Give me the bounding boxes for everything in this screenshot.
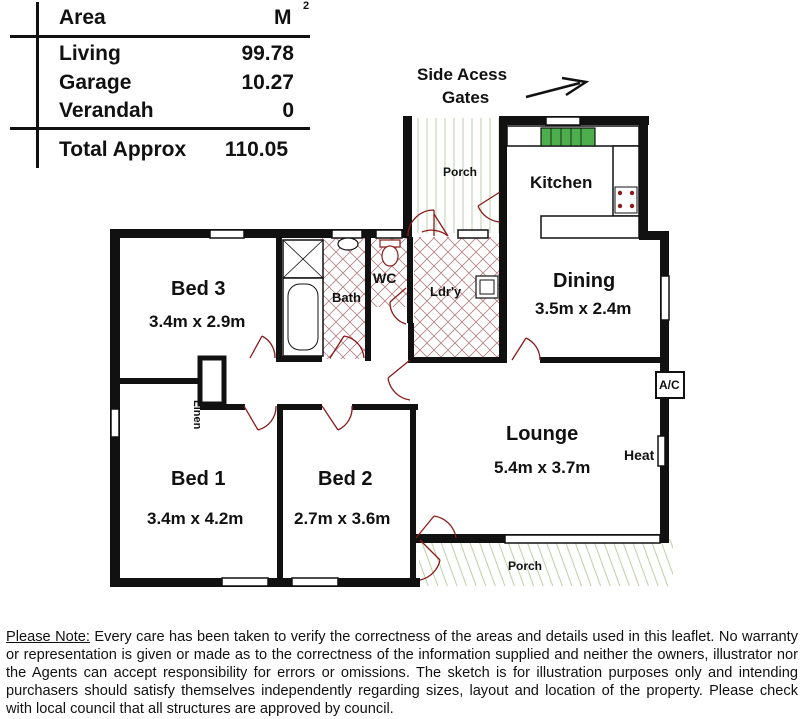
window-bed1-left [111,409,119,437]
ac-label: A/C [659,378,680,392]
window-dining [661,276,669,320]
area-row-living-value: 99.78 [241,42,294,65]
laundry-label: Ldr'y [430,284,462,299]
bath-label: Bath [332,290,361,305]
area-row-living-label: Living [59,42,121,65]
heater-box [658,436,665,466]
lounge-label: Lounge [506,423,579,445]
lounge-dims: 5.4m x 3.7m [494,458,591,477]
bed1-label: Bed 1 [171,468,226,490]
linen-label: Linen [191,400,203,430]
dining-dims: 3.5m x 2.4m [535,299,632,318]
bed3-dims: 3.4m x 2.9m [149,312,246,331]
side-access-label-line2: Gates [442,88,490,107]
area-total-value: 110.05 [224,138,288,161]
window-bed1-bottom [222,578,268,586]
window-bed3 [210,230,244,238]
cooktop-icon [615,187,637,213]
area-total-label: Total Approx [59,138,187,161]
area-header-unit: M [274,6,292,29]
area-row-garage-label: Garage [59,71,132,94]
toilet-icon [380,240,400,266]
porch-bottom-floor [419,539,673,586]
window-bed2-bottom [292,578,338,586]
kitchen-label: Kitchen [530,173,593,192]
bed2-dims: 2.7m x 3.6m [294,509,391,528]
window-lounge-bottom [505,535,660,543]
bed2-label: Bed 2 [318,468,373,490]
basin-icon [338,238,358,250]
disclaimer-lead: Please Note: [6,629,90,645]
area-row-verandah-value: 0 [282,99,294,122]
window-wc [376,230,402,238]
door-bed3 [250,336,275,358]
window-bath [332,230,362,238]
side-access-arrow-icon [526,78,586,97]
door-hall-laundry [388,360,410,400]
disclaimer-text: Every care has been taken to verify the correctness of the areas and details used in this leaflet. No warranty or representation is given or made as to the correctness of the information supplied and neither the owners, illustrator nor the Agents can accept responsibility for errors or omissions. The sketch is for illustration purposes only and intending purchasers should satisfy themselves independently regarding sizes, layout and location of the property. Please check with local council that all structures are approved by council. [6,629,799,717]
bed1-dims: 3.4m x 4.2m [147,509,244,528]
door-dining [512,338,540,360]
window-laundry [458,230,488,238]
disclaimer [6,628,798,718]
porch-top-label: Porch [443,165,478,179]
window-kitchen [546,117,580,125]
door-bed1 [244,406,276,430]
dining-label: Dining [553,270,616,292]
side-access-label-line1: Side Acess [417,65,508,84]
bed3-label: Bed 3 [171,278,226,300]
kitchen-sink-icon [541,128,595,146]
area-header-unit-sup: 2 [303,0,310,12]
area-row-garage-value: 10.27 [241,71,294,94]
kitchen-island-bench [541,216,639,238]
heat-label: Heat [624,447,655,463]
door-bed2 [322,406,352,430]
porch-bottom-label: Porch [508,559,543,573]
area-header-label: Area [59,6,106,29]
area-row-verandah-label: Verandah [59,99,154,122]
wc-label: WC [373,270,397,286]
